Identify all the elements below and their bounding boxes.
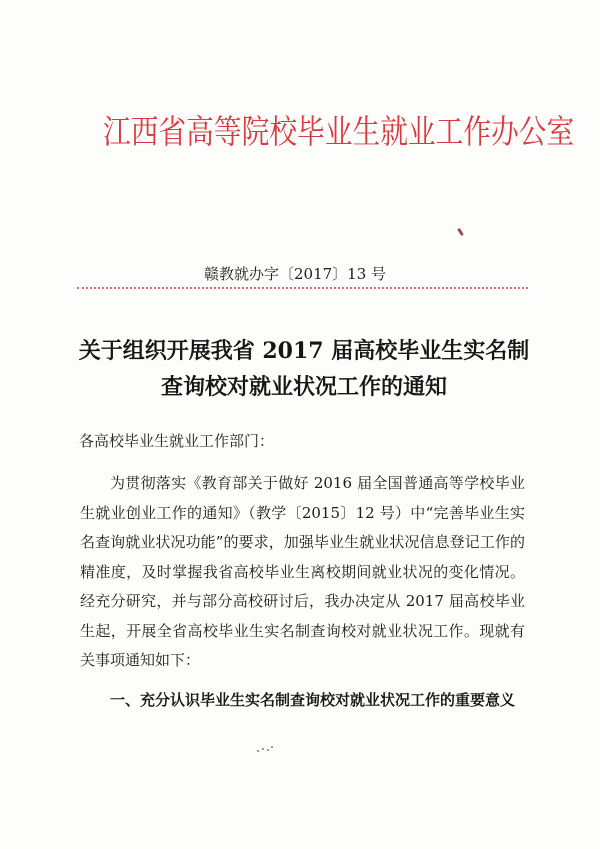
scan-speck	[457, 228, 464, 236]
document-title-line-1: 关于组织开展我省 2017 届高校毕业生实名制	[78, 338, 530, 364]
section-heading: 一、充分认识毕业生实名制查询校对就业状况工作的重要意义	[110, 691, 516, 709]
red-divider-line	[77, 287, 528, 289]
letterhead-organization: 江西省高等院校毕业生就业工作办公室	[103, 112, 575, 151]
document-number: 赣教就办字〔2017〕13 号	[204, 265, 387, 283]
document-title-line-2: 查询校对就业状况工作的通知	[160, 374, 447, 400]
salutation: 各高校毕业生就业工作部门：	[79, 432, 275, 450]
scan-dots	[257, 744, 273, 754]
body-paragraph: 为贯彻落实《教育部关于做好 2016 届全国普通高等学校毕业生就业创业工作的通知》（教学〔2015〕12 号）中“完善毕业生实名查询就业状况功能”的要求，加强毕业生就业状况信息登记工作的精准度，及时掌握我省高校毕业生离校期间就业状况的变化情况。经充分研究，并与部分高校研讨后，我办决定从 2017 届高校毕业生起，开展全省高校毕业生实名制查询校对就业状况工作。现就有关事项通知如下：	[80, 474, 525, 669]
